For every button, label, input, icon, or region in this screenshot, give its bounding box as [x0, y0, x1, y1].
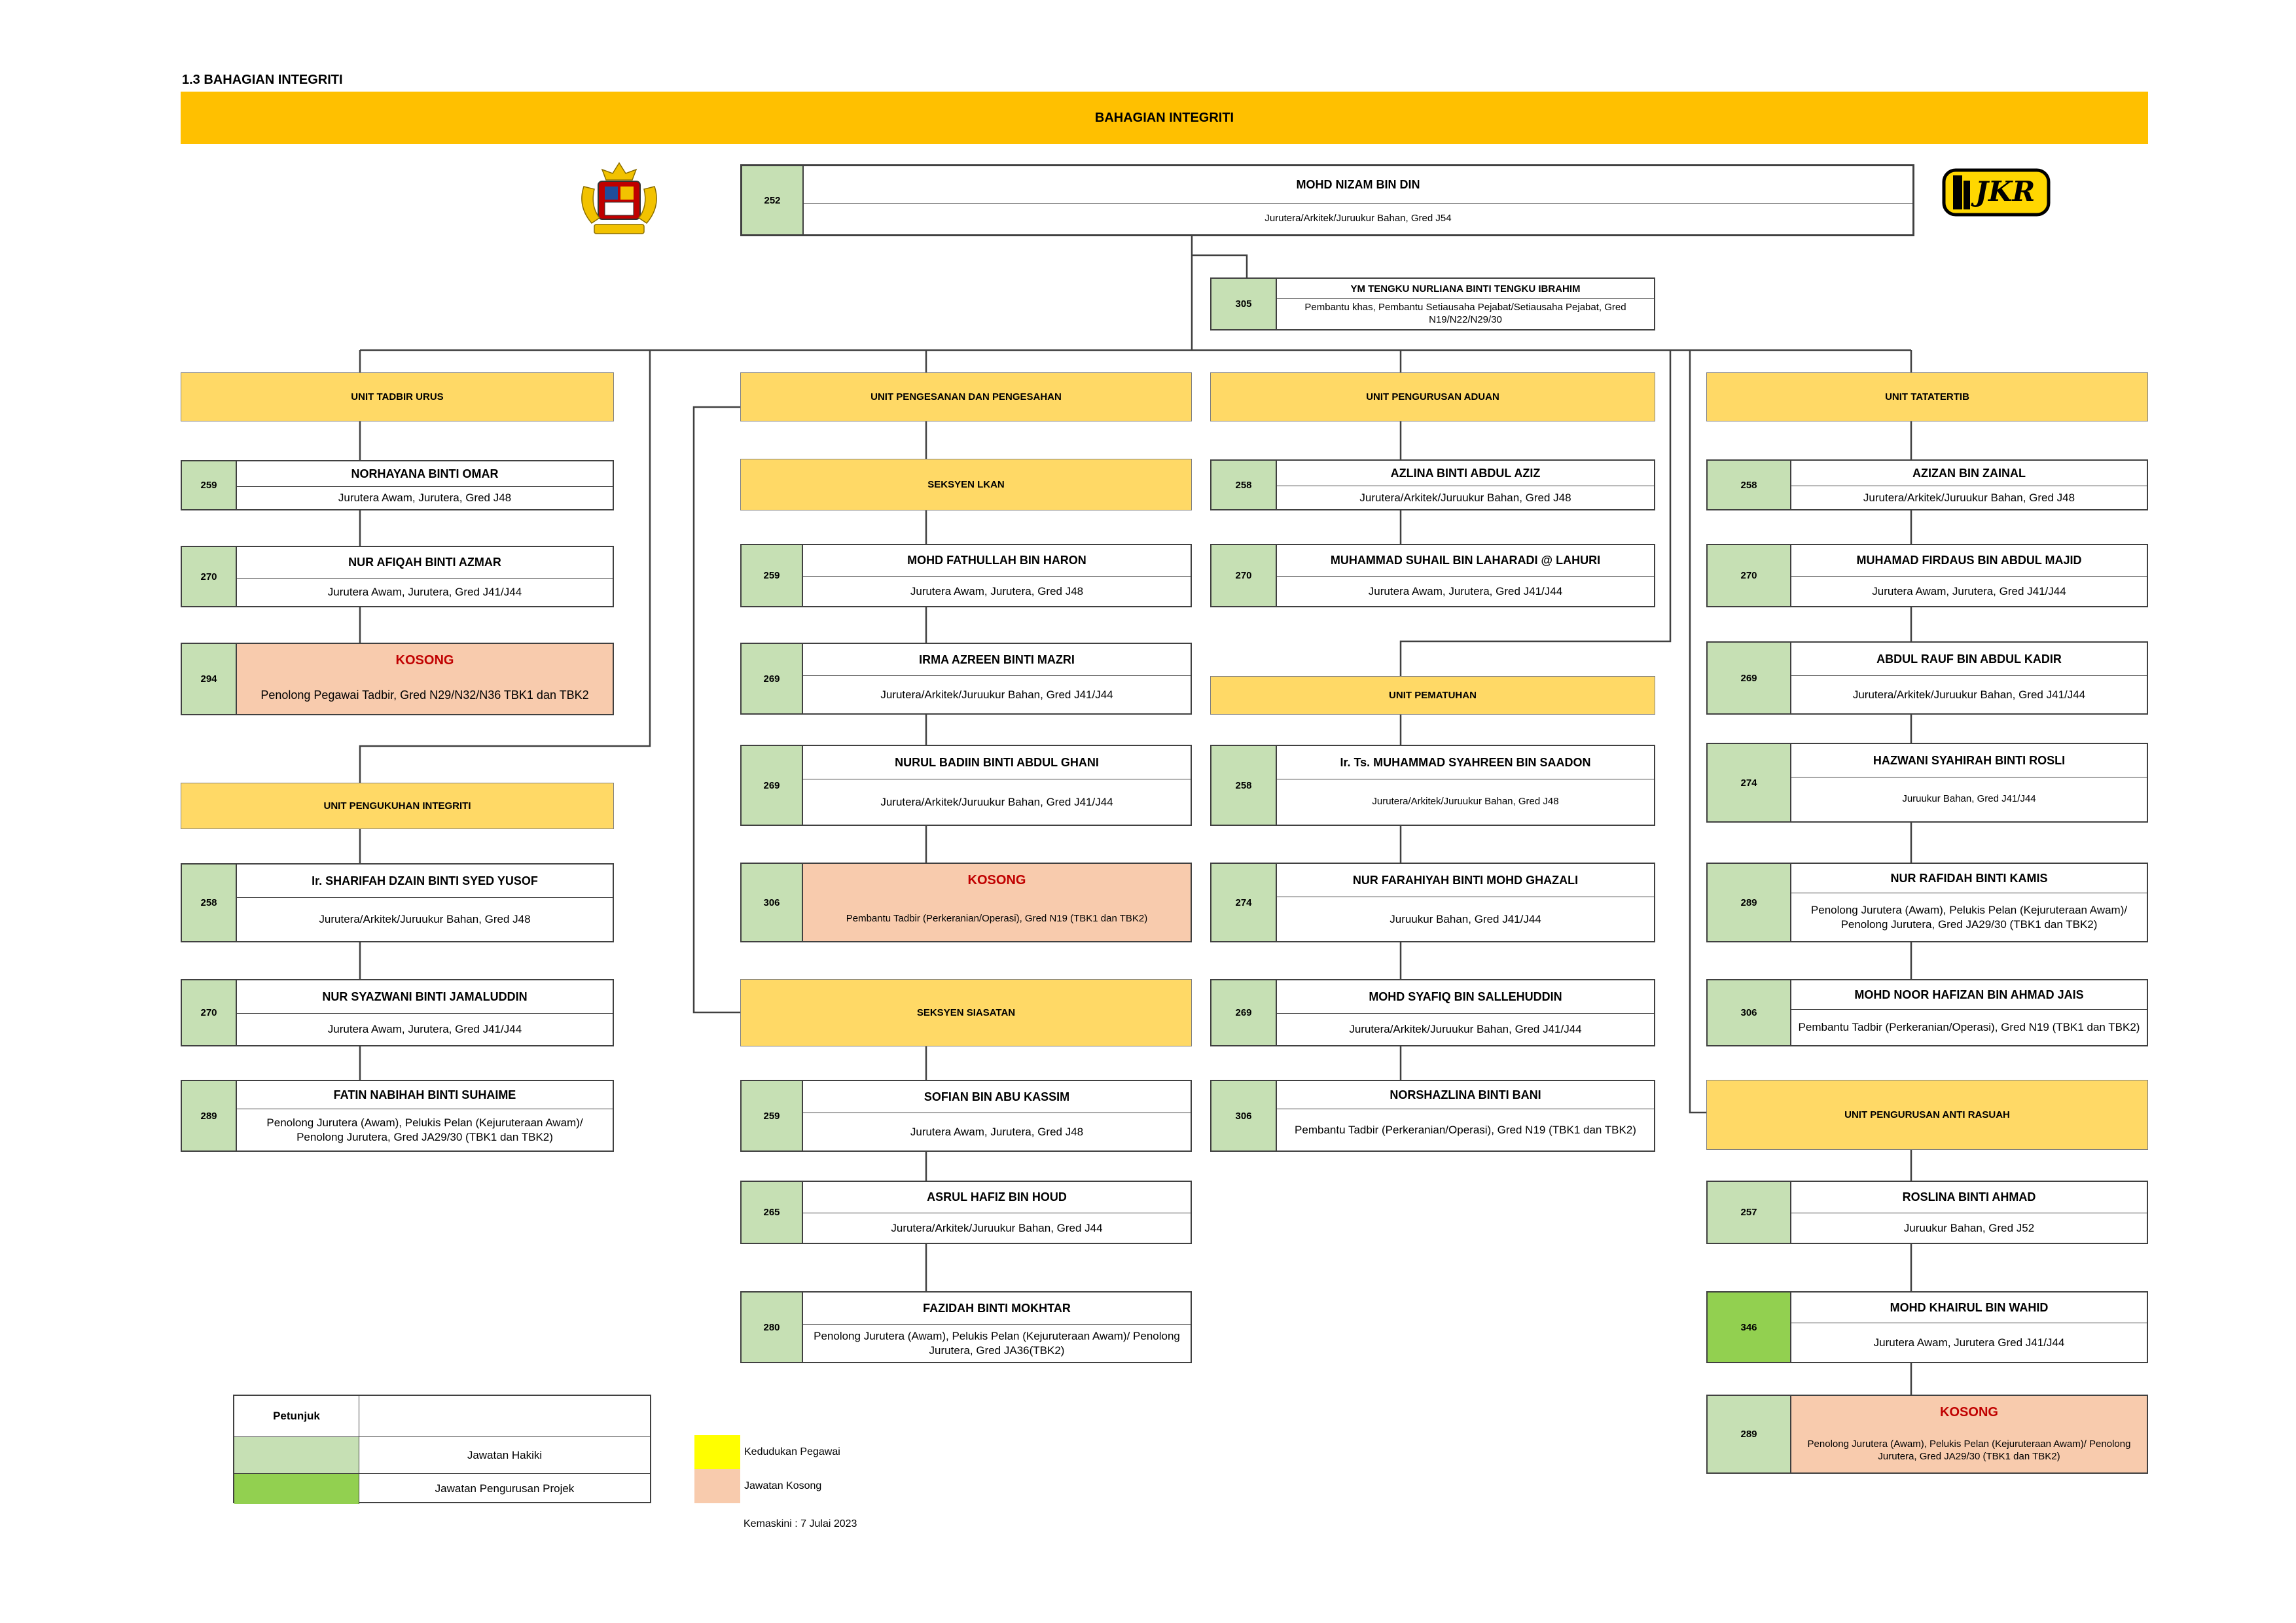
position-holder-name: FAZIDAH BINTI MOKHTAR: [803, 1293, 1191, 1325]
position-number: 258: [1211, 461, 1277, 509]
position-box: [181, 863, 614, 942]
position-number: 270: [1211, 545, 1277, 606]
position-holder-name: NURUL BADIIN BINTI ABDUL GHANI: [803, 746, 1191, 779]
position-number: 270: [1708, 545, 1791, 606]
position-box: [1706, 459, 2148, 510]
position-holder-name: ABDUL RAUF BIN ABDUL KADIR: [1791, 643, 2147, 676]
position-holder-name: MUHAMMAD SUHAIL BIN LAHARADI @ LAHURI: [1277, 545, 1654, 577]
legend-swatch-kosong: [694, 1469, 740, 1503]
position-number: 289: [1708, 864, 1791, 941]
position-number: 289: [1708, 1396, 1791, 1472]
vacant-position-box: [740, 863, 1192, 942]
position-grade: Juruukur Bahan, Gred J41/J44: [1390, 912, 1541, 925]
position-number: 306: [1708, 980, 1791, 1045]
position-holder-name: MUHAMAD FIRDAUS BIN ABDUL MAJID: [1791, 545, 2147, 577]
malaysia-coat-of-arms-logo: [571, 160, 668, 239]
unit-pengukuhan-integriti: UNIT PENGUKUHAN INTEGRITI: [181, 783, 614, 829]
position-grade: Penolong Jurutera (Awam), Pelukis Pelan (Kejuruteraan Awam)/ Penolong Jurutera, Gred JA36(TBK2): [814, 1330, 1180, 1357]
legend-swatch-kedudukan: [694, 1435, 740, 1469]
connector-head-assistant: [1192, 255, 1247, 277]
position-number: 280: [742, 1293, 803, 1362]
legend-swatch-hakiki: [234, 1437, 359, 1473]
position-grade: Juruukur Bahan, Gred J52: [1903, 1221, 2035, 1234]
position-grade: Penolong Jurutera (Awam), Pelukis Pelan (Kejuruteraan Awam)/ Penolong Jurutera, Gred JA29/30 (TBK1 dan TBK2): [1810, 904, 2128, 931]
position-number: 306: [1211, 1081, 1277, 1150]
position-holder-name: Ir. Ts. MUHAMMAD SYAHREEN BIN SAADON: [1277, 746, 1654, 779]
position-number: 294: [182, 644, 237, 714]
position-grade: Pembantu Tadbir (Perkeranian/Operasi), Gred N19 (TBK1 dan TBK2): [1798, 1021, 2140, 1034]
position-grade: Jurutera/Arkitek/Juruukur Bahan, Gred J44: [891, 1221, 1103, 1234]
position-grade: Jurutera Awam, Jurutera, Gred J48: [338, 491, 512, 505]
seksyen-siasatan: SEKSYEN SIASATAN: [740, 979, 1192, 1046]
vacant-label: KOSONG: [967, 872, 1026, 887]
position-holder-name: ASRUL HAFIZ BIN HOUD: [803, 1182, 1191, 1213]
position-number: 306: [742, 864, 803, 941]
position-box: [1210, 459, 1655, 510]
position-box: [740, 745, 1192, 826]
vacant-position-box: [1706, 1395, 2148, 1474]
legend-label-kedudukan: Kedudukan Pegawai: [744, 1446, 840, 1457]
position-number: 252: [742, 166, 804, 234]
position-number: 270: [182, 980, 237, 1045]
position-holder-name: MOHD NIZAM BIN DIN: [804, 166, 1912, 204]
unit-pengurusan-anti-rasuah: UNIT PENGURUSAN ANTI RASUAH: [1706, 1080, 2148, 1150]
position-number: 274: [1211, 864, 1277, 941]
position-grade: Penolong Pegawai Tadbir, Gred N29/N32/N36 TBK1 dan TBK2: [260, 688, 589, 702]
unit-tatatertib: UNIT TATATERTIB: [1706, 372, 2148, 421]
position-grade: Jurutera/Arkitek/Juruukur Bahan, Gred J48: [1372, 796, 1559, 808]
position-box: [1210, 745, 1655, 826]
position-number: 259: [182, 461, 237, 509]
position-grade: Juruukur Bahan, Gred J41/J44: [1902, 793, 2036, 805]
section-title: 1.3 BAHAGIAN INTEGRITI: [182, 73, 343, 87]
position-box: [740, 544, 1192, 607]
position-number: 258: [182, 865, 237, 941]
position-holder-name: SOFIAN BIN ABU KASSIM: [803, 1081, 1191, 1113]
position-number: 269: [1708, 643, 1791, 713]
position-grade: Jurutera/Arkitek/Juruukur Bahan, Gred J48: [1359, 491, 1571, 504]
position-holder-name: MOHD SYAFIQ BIN SALLEHUDDIN: [1277, 980, 1654, 1014]
position-holder-name: NUR SYAZWANI BINTI JAMALUDDIN: [237, 980, 613, 1014]
position-holder-name: NORHAYANA BINTI OMAR: [237, 461, 613, 487]
position-number: 270: [182, 547, 237, 606]
position-grade: Jurutera Awam, Jurutera, Gred J41/J44: [327, 586, 522, 599]
legend-label-pengurusan-projek: Jawatan Pengurusan Projek: [435, 1482, 575, 1495]
position-grade: Jurutera/Arkitek/Juruukur Bahan, Gred J48: [1863, 491, 2075, 504]
assistant-position: [1210, 277, 1655, 330]
position-holder-name: AZIZAN BIN ZAINAL: [1791, 461, 2147, 486]
position-grade: Jurutera/Arkitek/Juruukur Bahan, Gred J48: [319, 913, 531, 926]
vacant-position-box: [181, 643, 614, 715]
jkr-logo-text: JKR: [1975, 175, 2036, 207]
position-number: 346: [1708, 1293, 1791, 1362]
legend-label-kosong: Jawatan Kosong: [744, 1480, 822, 1491]
position-box: [1210, 863, 1655, 942]
position-number: 259: [742, 1081, 803, 1150]
position-number: 257: [1708, 1182, 1791, 1243]
position-holder-name: NORSHAZLINA BINTI BANI: [1277, 1081, 1654, 1109]
position-holder-name: FATIN NABIHAH BINTI SUHAIME: [237, 1081, 613, 1109]
position-holder-name: ROSLINA BINTI AHMAD: [1791, 1182, 2147, 1213]
position-box: [181, 546, 614, 607]
unit-tadbir-urus: UNIT TADBIR URUS: [181, 372, 614, 421]
position-grade: Jurutera Awam, Jurutera, Gred J41/J44: [327, 1023, 522, 1036]
position-number: 289: [182, 1081, 237, 1150]
legend-table: [233, 1395, 651, 1503]
position-holder-name: MOHD NOOR HAFIZAN BIN AHMAD JAIS: [1791, 980, 2147, 1010]
position-number: 258: [1708, 461, 1791, 509]
position-box: [740, 1181, 1192, 1244]
position-holder-name: Ir. SHARIFAH DZAIN BINTI SYED YUSOF: [237, 865, 613, 898]
connector-c4-antirasuah: [1690, 350, 1706, 1113]
position-grade: Jurutera Awam, Jurutera, Gred J48: [910, 584, 1084, 597]
position-number: 258: [1211, 746, 1277, 825]
unit-pengesanan-pengesahan: UNIT PENGESANAN DAN PENGESAHAN: [740, 372, 1192, 421]
legend-label-hakiki: Jawatan Hakiki: [467, 1448, 543, 1461]
position-holder-name: MOHD KHAIRUL BIN WAHID: [1791, 1293, 2147, 1323]
page-banner: BAHAGIAN INTEGRITI: [181, 92, 2148, 144]
unit-pematuhan: UNIT PEMATUHAN: [1210, 676, 1655, 715]
position-number: 269: [742, 644, 803, 713]
position-box: [1706, 544, 2148, 607]
position-box: [740, 1080, 1192, 1152]
legend-key-kosong: [694, 1469, 821, 1503]
position-grade: Penolong Jurutera (Awam), Pelukis Pelan (Kejuruteraan Awam)/ Penolong Jurutera, Gred JA29/30 (TBK1 dan TBK2): [266, 1116, 583, 1143]
position-holder-name: IRMA AZREEN BINTI MAZRI: [803, 644, 1191, 676]
position-grade: Jurutera Awam, Jurutera, Gred J41/J44: [1368, 584, 1563, 597]
position-box: [1706, 641, 2148, 715]
position-box: [1210, 1080, 1655, 1152]
position-box: [1706, 979, 2148, 1046]
position-box: [181, 460, 614, 510]
position-holder-name: NUR FARAHIYAH BINTI MOHD GHAZALI: [1277, 864, 1654, 897]
position-grade: Pembantu Tadbir (Perkeranian/Operasi), Gred N19 (TBK1 dan TBK2): [1295, 1123, 1636, 1136]
head-position: [740, 164, 1914, 236]
position-grade: Pembantu Tadbir (Perkeranian/Operasi), Gred N19 (TBK1 dan TBK2): [846, 912, 1148, 924]
position-box: [1210, 979, 1655, 1046]
position-number: 259: [742, 545, 803, 606]
vacant-label: KOSONG: [395, 652, 454, 668]
position-holder-name: NUR AFIQAH BINTI AZMAR: [237, 547, 613, 579]
position-grade: Penolong Jurutera (Awam), Pelukis Pelan (Kejuruteraan Awam)/ Penolong Jurutera, Gred JA29/30 (TBK1 dan TBK2): [1807, 1438, 2131, 1462]
position-number: 269: [742, 746, 803, 825]
position-number: 305: [1211, 279, 1277, 329]
updated-date: Kemaskini : 7 Julai 2023: [744, 1518, 857, 1529]
position-box: [740, 1291, 1192, 1363]
position-box: [1706, 1181, 2148, 1244]
position-box: [1706, 743, 2148, 823]
position-holder-name: MOHD FATHULLAH BIN HARON: [803, 545, 1191, 577]
position-number: 274: [1708, 744, 1791, 821]
position-grade: Jurutera Awam, Jurutera Gred J41/J44: [1873, 1336, 2065, 1349]
position-box: [1706, 863, 2148, 942]
position-grade: Jurutera/Arkitek/Juruukur Bahan, Gred J41/J44: [880, 795, 1113, 808]
position-grade: Jurutera/Arkitek/Juruukur Bahan, Gred J41/J44: [1349, 1023, 1582, 1036]
position-number: 269: [1211, 980, 1277, 1045]
position-box-pengurusan-projek: [1706, 1291, 2148, 1363]
connector-c2-siasatan: [694, 407, 740, 1012]
jkr-logo: [1941, 166, 2053, 220]
position-box: [181, 979, 614, 1046]
position-grade: Jurutera/Arkitek/Juruukur Bahan, Gred J41/J44: [880, 688, 1113, 701]
position-holder-name: YM TENGKU NURLIANA BINTI TENGKU IBRAHIM: [1277, 279, 1654, 299]
position-grade: Jurutera Awam, Jurutera, Gred J48: [910, 1125, 1084, 1138]
position-holder-name: HAZWANI SYAHIRAH BINTI ROSLI: [1791, 744, 2147, 777]
unit-pengurusan-aduan: UNIT PENGURUSAN ADUAN: [1210, 372, 1655, 421]
legend-title: Petunjuk: [234, 1396, 359, 1436]
position-holder-name: AZLINA BINTI ABDUL AZIZ: [1277, 461, 1654, 486]
legend-key-kedudukan: [694, 1435, 840, 1469]
position-box: [1210, 544, 1655, 607]
position-grade: Jurutera Awam, Jurutera, Gred J41/J44: [1872, 584, 2066, 597]
position-holder-name: NUR RAFIDAH BINTI KAMIS: [1791, 864, 2147, 893]
position-grade: Jurutera/Arkitek/Juruukur Bahan, Gred J54: [1265, 213, 1452, 224]
position-grade: Pembantu khas, Pembantu Setiausaha Pejabat/Setiausaha Pejabat, Gred N19/N22/N29/30: [1304, 302, 1626, 325]
vacant-label: KOSONG: [1940, 1404, 1998, 1419]
position-number: 265: [742, 1182, 803, 1243]
position-box: [740, 643, 1192, 715]
seksyen-lkan: SEKSYEN LKAN: [740, 459, 1192, 510]
legend-swatch-pengurusan-projek: [234, 1474, 359, 1504]
position-box: [181, 1080, 614, 1152]
position-grade: Jurutera/Arkitek/Juruukur Bahan, Gred J41/J44: [1852, 688, 2086, 701]
